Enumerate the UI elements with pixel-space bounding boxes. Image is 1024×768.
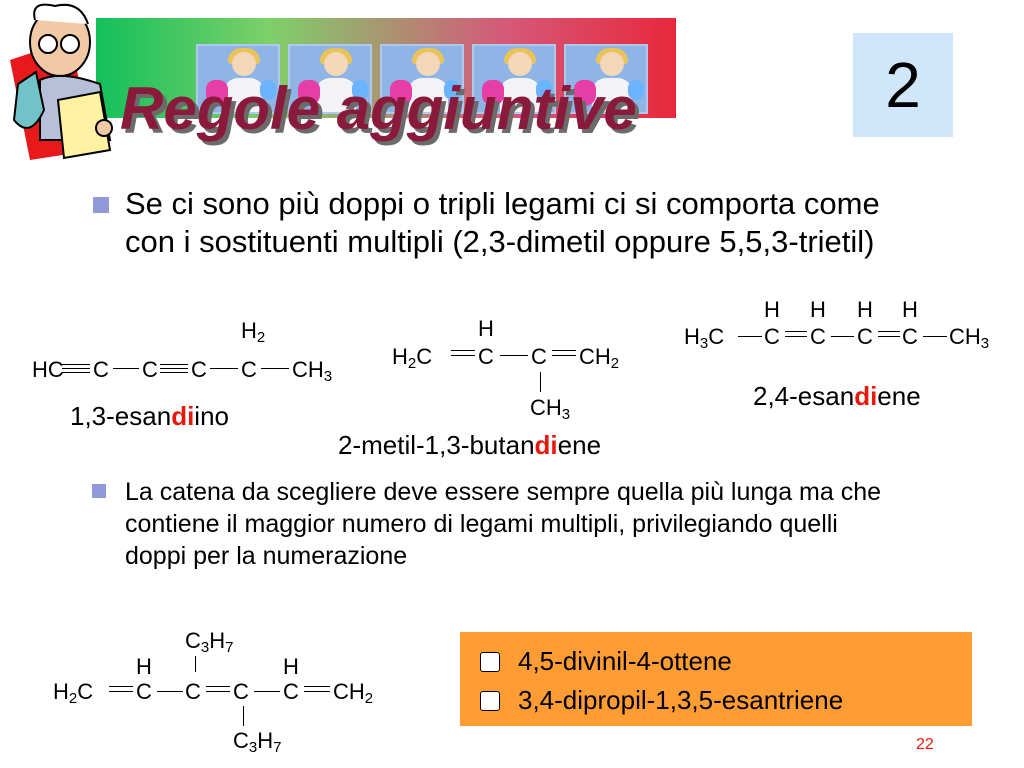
checkbox-icon[interactable] [480,691,500,711]
propyl-branch-bottom: $C_3H_7$ [233,728,282,756]
atom-c: C [857,324,873,349]
double-bond [206,686,230,692]
atom-ch2: $CH_2$ [579,344,620,372]
scientist-clipart-icon [0,0,130,160]
atom-c: C [241,357,257,382]
h-label: H [283,654,299,679]
triple-bond [160,364,188,373]
atom-c: C [142,357,158,382]
h-label: H [857,297,873,322]
bullet-square-icon [92,484,106,498]
atom-c: C [531,344,547,369]
single-bond [113,368,139,369]
checkbox-icon[interactable] [480,652,500,672]
answer-option[interactable] [480,685,843,716]
atom-c: C [185,679,201,704]
answer-options-box [460,632,972,726]
atom-c: C [93,357,109,382]
atom-ch3: $CH_3$ [530,395,571,423]
atom-c: C [136,679,152,704]
answer-option-label: 4,5-divinil-4-ottene [518,646,732,676]
vertical-bond [540,372,541,392]
answer-option[interactable] [480,646,732,677]
triple-bond [62,364,90,373]
double-bond [304,686,330,692]
single-bond [738,336,762,337]
single-bond [157,691,183,692]
atom-c: C [233,679,249,704]
bullet-text: Se ci sono più doppi o tripli legami ci si comporta come con i sostituenti multipli (2,3-dimetil oppure 5,5,3-trietil) [125,186,880,259]
single-bond [923,336,947,337]
answer-option-label: 3,4-dipropil-1,3,5-esantriene [518,685,844,715]
atom-c: C [902,324,918,349]
single-bond [831,336,854,337]
atom-ch3: $CH_3$ [949,324,990,352]
atom-c: C [810,324,826,349]
atom-ch2: $CH_2$ [333,679,374,707]
h2-label: $H_2$ [241,318,266,346]
single-bond [500,355,528,356]
single-bond [261,368,289,369]
atom-ch3: $CH_3$ [292,357,333,385]
double-bond [109,686,133,692]
atom-hc: HC [32,357,64,382]
atom-c: C [764,324,780,349]
double-bond [451,350,475,356]
double-bond [785,331,807,337]
single-bond [254,691,280,692]
atom-c: C [283,679,299,704]
compound-name: 1,3-esandiino [70,401,229,431]
h-label: H [810,297,826,322]
bullet-square-icon [93,197,109,213]
atom-h2c: $H_2C$ [392,344,433,372]
atom-h3c: $H_3C$ [684,324,725,352]
slide-title: Regole aggiuntive [120,75,637,142]
vertical-bond [195,656,196,672]
atom-h2c: $H_2C$ [53,679,94,707]
propyl-branch-top: $C_3H_7$ [185,628,234,656]
h-label: H [764,297,780,322]
page-number-box: 2 [853,33,953,137]
compound-name: 2-metil-1,3-butandiene [338,430,602,460]
double-bond [878,331,900,337]
bullet-text: La catena da scegliere deve essere sempre quella più lunga ma che contiene il maggior numero di legami multipli, privilegiando quelli doppi per la numerazione [125,478,882,570]
h-label: H [902,297,918,322]
h-label: H [136,654,152,679]
atom-c: C [478,344,494,369]
single-bond [210,368,238,369]
h-label: H [478,316,494,341]
slide-number: 22 [916,736,934,753]
compound-name: 2,4-esandiene [753,381,921,411]
double-bond [552,350,576,356]
atom-c: C [191,357,207,382]
vertical-bond [243,706,244,726]
